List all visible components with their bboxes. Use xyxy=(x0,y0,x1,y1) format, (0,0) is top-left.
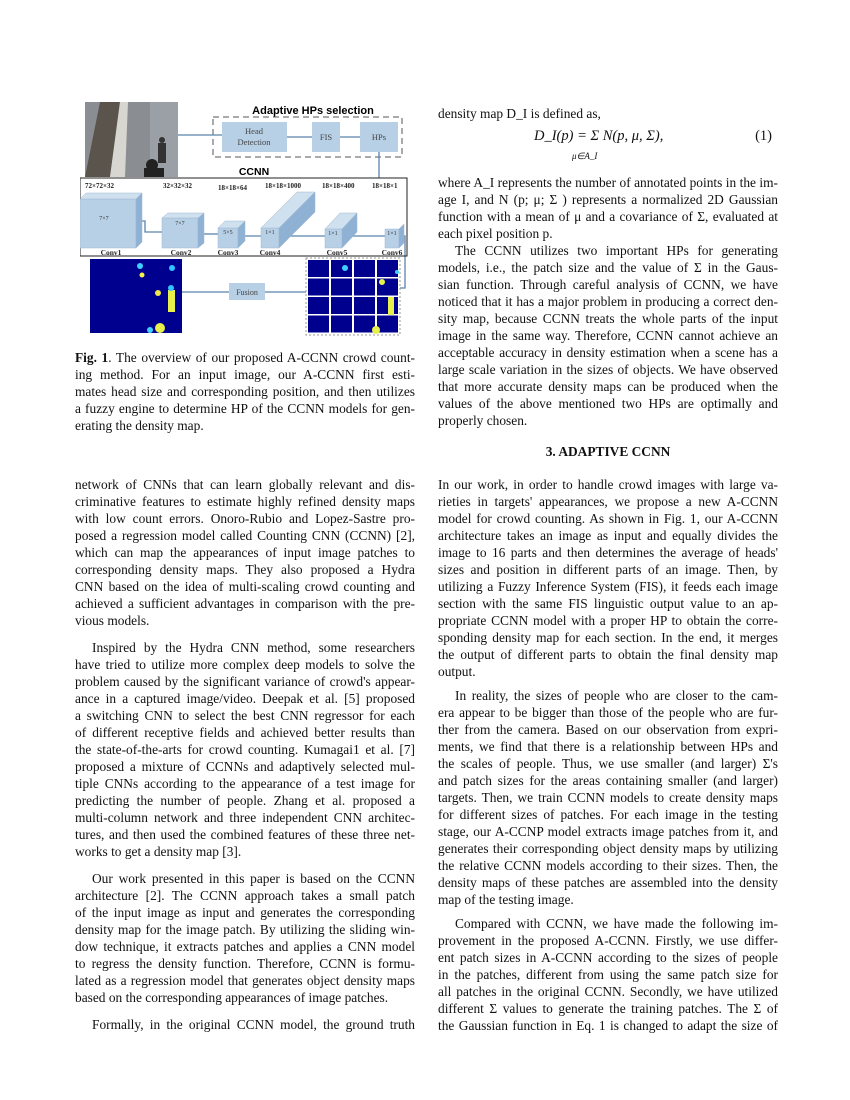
text-line: map of the testing image. xyxy=(438,892,574,907)
text-line: density map for the image patch. By utilizing the sliding win- xyxy=(75,922,415,937)
text-line: CNN based on the idea of multi-scaling crowd counting and xyxy=(75,579,415,594)
hps-label: HPs xyxy=(371,132,387,142)
grid-cell xyxy=(331,260,352,277)
text-line: each pixel position p. xyxy=(438,226,553,241)
text-line: ments, we find that there is a relationship between HPs and xyxy=(438,739,778,754)
grid-cell xyxy=(354,297,375,314)
grid-cell xyxy=(354,260,375,277)
text-line: architecture [2]. The CCNN approach takes a small patch xyxy=(75,888,415,903)
text-line: stage, our A-CCNP model extracts image patches from it, and xyxy=(438,824,778,839)
paragraph xyxy=(75,476,415,629)
text-line: the state-of-the-arts for crowd counting. Kumagai1 et al. [7] xyxy=(75,742,415,757)
text-line: models, i.e., the patch size and the value of Σ in the Gaus- xyxy=(438,260,778,275)
text-line: tures, and then used the combined features of these three net- xyxy=(75,827,415,842)
text-line: architecture takes an image as input and equally divides the xyxy=(438,528,778,543)
figure-label: Fig. 1 xyxy=(75,350,109,365)
head-detection-label: Detection xyxy=(237,137,271,147)
text-line: generates their corresponding object density maps by utilizing xyxy=(438,841,778,856)
head-detection-label: Head xyxy=(245,126,263,136)
paragraph xyxy=(438,174,778,242)
text-line: function with a mean of μ and a covariance of Σ, evaluated at xyxy=(438,209,778,224)
text-line: works to get a density map [3]. xyxy=(75,844,242,859)
kernel-label: 1×1 xyxy=(265,230,275,236)
text-line: The CCNN utilizes two important HPs for generating xyxy=(455,243,778,258)
layer-label: Conv3 xyxy=(217,248,239,257)
text-line: that more accurate density maps can be produced when the xyxy=(438,379,778,394)
text-line: Compared with CCNN, we have made the following im- xyxy=(455,916,778,931)
text-line: propriate CCNN model with a proper HP to obtain the corre- xyxy=(438,613,778,628)
layer-label: Conv4 xyxy=(259,248,281,257)
text-line: lated as a regression model that generates object density maps xyxy=(75,973,415,988)
caption-line: mates head size and corresponding position, and then utilizes xyxy=(75,384,415,399)
text-line: different Σ values to generate the training patches. The Σ of xyxy=(438,1001,778,1016)
ccnn-label: CCNN xyxy=(238,166,270,178)
text-line: and patch sizes for the areas containing smaller (and larger) xyxy=(438,773,778,788)
dim-label: 18×18×1000 xyxy=(265,182,301,190)
caption-line: erating the density map. xyxy=(75,418,204,433)
text-line: model for crowd counting. As shown in Fig. 1, our A-CCNN xyxy=(438,511,778,526)
text-line: proposed a mixture of CCNNs and adaptively selected mul- xyxy=(75,759,415,774)
equation-number: (1) xyxy=(755,128,772,144)
text-line: to regress the density function. Therefore, CCNN is formu- xyxy=(75,956,415,971)
text-line: achieved a sufficient advantages in comparison with the pre- xyxy=(75,596,415,611)
text-line: In our work, in order to handle crowd images with large va- xyxy=(438,477,778,492)
text-line: sizes and position in different parts of an image. Then, by xyxy=(438,562,778,577)
text-line: the output of different parts to obtain the final density map xyxy=(438,647,778,662)
text-line: all patches in the original CCNN. Secondly, we have utilized xyxy=(438,984,778,999)
text-line: for different sizes of patches. For each image in the testing xyxy=(438,807,778,822)
text-line: Formally, in the original CCNN model, the ground truth xyxy=(92,1017,415,1032)
equation-body: D_I(p) = Σ N(p, μ, Σ), xyxy=(534,128,664,144)
text-line: corresponding density maps. They also proposed a Hydra xyxy=(75,562,415,577)
text-line: noticed that it has a major problem in producing a correct den- xyxy=(438,294,778,309)
layer-label: Conv5 xyxy=(326,248,348,257)
text-line: sponding density map for each section. In the end, it merges xyxy=(438,630,778,645)
text-line: of different receptive fields and achieved better results than xyxy=(75,725,415,740)
grid-cell xyxy=(377,260,398,277)
kernel-label: 7×7 xyxy=(99,216,109,222)
text-line: acceptable accuracy in density estimation when a scene has a xyxy=(438,345,778,360)
text-line: provement in the proposed A-CCNN. Firstly, we use differ- xyxy=(438,933,778,948)
layer-label: Conv1 xyxy=(100,248,122,257)
grid-cell xyxy=(308,297,329,314)
text-line: in the patches, different from using the same patch size for xyxy=(438,967,778,982)
fusion-label: Fusion xyxy=(236,288,258,297)
layer-label: Conv2 xyxy=(170,248,192,257)
kernel-label: 1×1 xyxy=(328,231,338,237)
text-line: ther from the camera. Based on our observation from expri- xyxy=(438,722,778,737)
kernel-label: 7×7 xyxy=(175,221,185,227)
text-line: the scales of people. Thus, we use smaller (and larger) Σ's xyxy=(438,756,778,771)
paragraph xyxy=(75,870,415,1006)
text-line: based on the corresponding appearances of image patches. xyxy=(75,990,389,1005)
grid-cell xyxy=(331,316,352,333)
text-line: have tried to utilize more complex deep models to solve the xyxy=(75,657,415,672)
paragraph xyxy=(438,687,778,908)
text-line: targets. Then, we train CCNN models to create density maps xyxy=(438,790,778,805)
adaptive-hps-title: Adaptive HPs selection xyxy=(252,105,374,117)
paragraph xyxy=(438,476,778,680)
grid-cell xyxy=(308,260,329,277)
grid-cell xyxy=(331,279,352,296)
grid-cell xyxy=(331,297,352,314)
figure-caption xyxy=(75,349,415,434)
grid-cell xyxy=(308,279,329,296)
dim-label: 18×18×1 xyxy=(372,182,398,190)
text-line: multi-column network and three independent CNN architec- xyxy=(75,810,415,825)
dim-label: 18×18×400 xyxy=(322,182,355,190)
text-line: vious models. xyxy=(75,613,150,628)
text-line: utilizing a Fuzzy Inference System (FIS), it feeds each image xyxy=(438,579,778,594)
dim-label: 32×32×32 xyxy=(163,182,192,190)
section-heading: 3. ADAPTIVE CCNN xyxy=(545,444,671,459)
caption-line: ing method. For an input image, our A-CCNN first esti- xyxy=(75,367,415,382)
paragraph xyxy=(75,639,415,860)
text-line: density map D_I is defined as, xyxy=(438,106,601,121)
text-line: problem caused by the significant variance of crowd's appear- xyxy=(75,674,415,689)
text-line: sity map, because CCNN treats the whole parts of the input xyxy=(438,311,778,326)
text-line: properly chosen. xyxy=(438,413,528,428)
output-density-map xyxy=(90,259,182,333)
text-line: era appear to be bigger than those of the people who are fur- xyxy=(438,705,778,720)
kernel-label: 5×5 xyxy=(223,230,233,236)
dim-label: 72×72×32 xyxy=(85,182,114,190)
kernel-label: 1×1 xyxy=(387,231,397,237)
grid-cell xyxy=(354,316,375,333)
right-column-top-body xyxy=(438,174,778,429)
equation-subscript: μ∈A_I xyxy=(572,151,598,161)
text-line: age I, and N (p; μ; Σ ) represents a normalized 2D Gaussian xyxy=(438,192,778,207)
text-line: values of the above mentioned two HPs are optimally and xyxy=(438,396,778,411)
right-column-body xyxy=(438,476,778,1034)
text-line: tiple CNNs according to the appearance of a test image for xyxy=(75,776,415,791)
text-line: of the input image as input and generates the corresponding xyxy=(75,905,415,920)
text-line: which can map the appearances of input image patches to xyxy=(75,545,415,560)
caption-line xyxy=(75,349,415,366)
text-line: Inspired by the Hydra CNN method, some researchers xyxy=(92,640,415,655)
text-line: image in the same way. Therefore, CCNN cannot achieve an xyxy=(438,328,778,343)
text-line: output. xyxy=(438,664,476,679)
text-line: In reality, the sizes of people who are closer to the cam- xyxy=(455,688,778,703)
text-line: criminative features to estimate highly refined density maps xyxy=(75,494,415,509)
grid-cell xyxy=(377,316,398,333)
figure-1 xyxy=(80,95,410,345)
text-line: density maps of these patches are assembled into the density xyxy=(438,875,778,890)
paragraph xyxy=(438,915,778,1034)
paragraph xyxy=(75,1016,415,1033)
text-line: a switching CNN to select the best CNN regressor for each xyxy=(75,708,415,723)
text-line: dow technique, it extracts patches and applies a CNN model xyxy=(75,939,415,954)
caption-text: . The overview of our proposed A-CCNN crowd count- xyxy=(108,350,415,365)
text-line: large scale variation in the sizes of objects. We have observed xyxy=(438,362,778,377)
dim-label: 18×18×64 xyxy=(218,184,247,192)
text-line: rieties in targets' appearances, we propose a new A-CCNN xyxy=(438,494,778,509)
caption-line: a fuzzy engine to determine HP of the CCNN models for gen- xyxy=(75,401,415,416)
grid-cell xyxy=(354,279,375,296)
text-line: posed a regression model called Counting CNN (CCNN) [2], xyxy=(75,528,415,543)
text-line: predicting the number of people. Zhang et al. proposed a xyxy=(75,793,415,808)
left-column-body xyxy=(75,476,415,1033)
patch-density-grid xyxy=(306,258,400,335)
equation-1 xyxy=(438,124,778,168)
fis-label: FIS xyxy=(319,132,333,142)
text-line: the Gaussian function in Eq. 1 is changed to adapt the size of xyxy=(438,1018,778,1033)
text-line: image to 16 parts and then determines the average of heads' xyxy=(438,545,778,560)
text-line: sian function. Through careful analysis of CCNN, we have xyxy=(438,277,778,292)
right-column-intro xyxy=(438,105,778,122)
grid-cell xyxy=(308,316,329,333)
paragraph xyxy=(438,242,778,429)
text-line: ance in a captured image/video. Deepak et al. [5] proposed xyxy=(75,691,415,706)
text-line: with low count errors. Onoro-Rubio and Lopez-Sastre pro- xyxy=(75,511,415,526)
text-line: the relative CCNN models according to their sizes. Then, the xyxy=(438,858,778,873)
text-line: where A_I represents the number of annotated points in the im- xyxy=(438,175,778,190)
text-line: ent patch sizes in A-CCNN according to the sizes of people xyxy=(438,950,778,965)
text-line: Our work presented in this paper is based on the CCNN xyxy=(92,871,415,886)
text-line: network of CNNs that can learn globally relevant and dis- xyxy=(75,477,415,492)
grid-cell xyxy=(377,297,398,314)
text-line: section with the same FIS linguistic output value to an ap- xyxy=(438,596,778,611)
layer-label: Conv6 xyxy=(381,248,403,257)
